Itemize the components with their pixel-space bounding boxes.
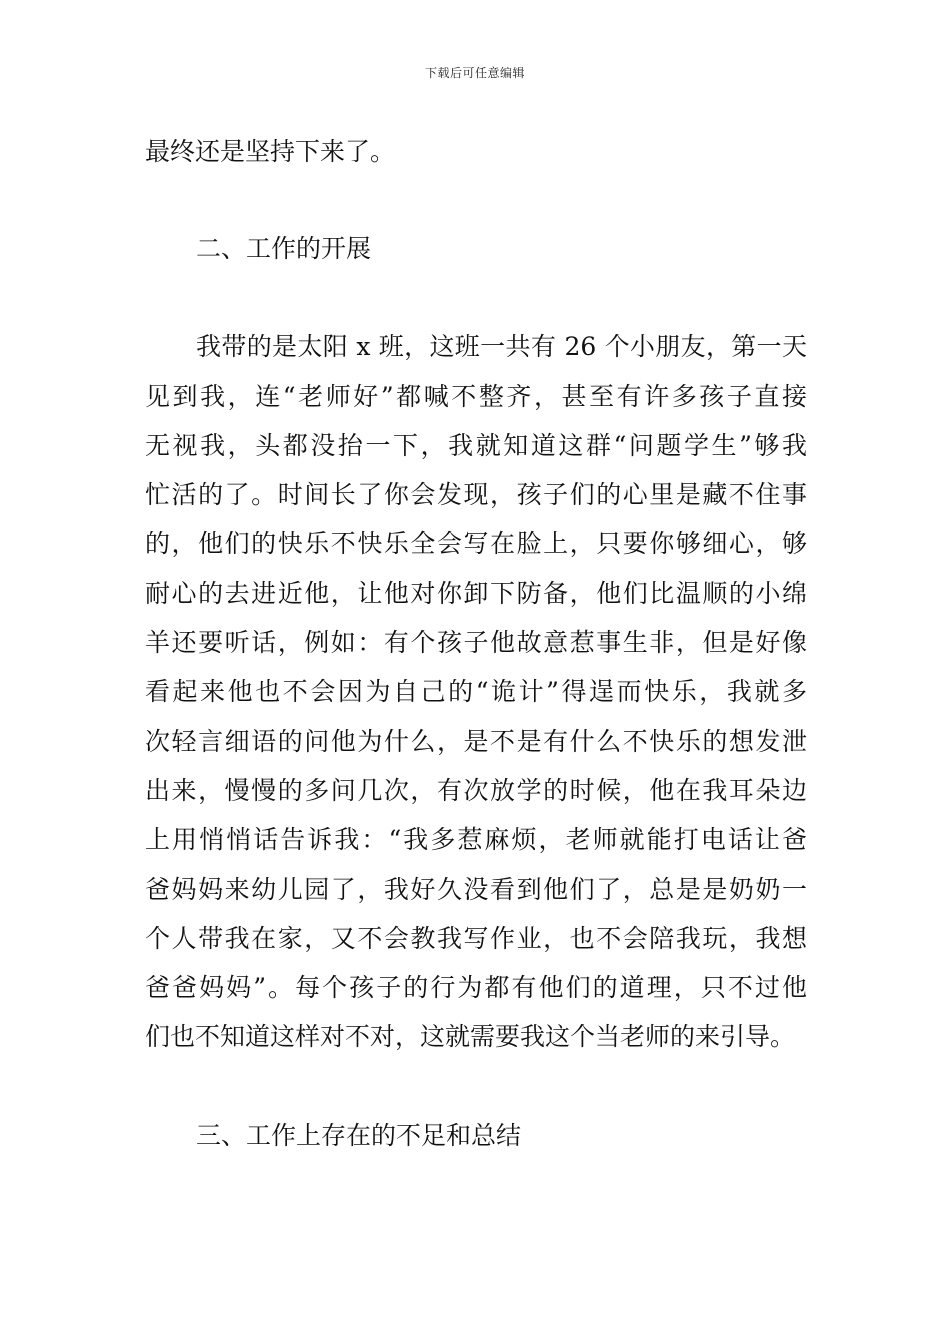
paragraph-line: 的，他们的快乐不快乐全会写在脸上，只要你够细心，够 <box>145 529 807 559</box>
document-body <box>145 127 807 1160</box>
paragraph-line: 羊还要听话，例如：有个孩子他故意惹事生非，但是好像 <box>145 628 807 658</box>
page-header-note: 下载后可任意编辑 <box>424 66 525 80</box>
paragraph-line: 无视我，头都没抬一下，我就知道这群“问题学生”够我 <box>145 430 807 460</box>
paragraph-line: 看起来他也不会因为自己的“诡计”得逞而快乐，我就多 <box>145 677 807 707</box>
paragraph-line: 爸爸妈妈”。每个孩子的行为都有他们的道理，只不过他 <box>145 973 807 1003</box>
paragraph-line: 最终还是坚持下来了。 <box>145 137 396 166</box>
paragraph-line: 忙活的了。时间长了你会发现，孩子们的心里是藏不住事 <box>145 480 807 510</box>
paragraph-line: 上用悄悄话告诉我：“我多惹麻烦，老师就能打电话让爸 <box>145 825 807 855</box>
spacer <box>145 273 807 322</box>
paragraph-line: 见到我，连“老师好”都喊不整齐，甚至有许多孩子直接 <box>145 381 807 411</box>
paragraph-line: 耐心的去进近他，让他对你卸下防备，他们比温顺的小绵 <box>145 578 807 608</box>
spacer <box>145 176 807 224</box>
paragraph-line: 我带的是太阳 x 班，这班一共有 26 个小朋友，第一天 <box>196 332 807 362</box>
paragraph-work-details <box>145 322 807 1061</box>
paragraph-line: 出来，慢慢的多问几次，有次放学的时候，他在我耳朵边 <box>145 775 807 805</box>
section-heading-3: 三、工作上存在的不足和总结 <box>196 1120 522 1150</box>
paragraph-line: 个人带我在家，又不会教我写作业，也不会陪我玩，我想 <box>145 923 807 953</box>
paragraph-line: 们也不知道这样对不对，这就需要我这个当老师的来引导。 <box>145 1022 796 1052</box>
paragraph-line: 爸妈妈来幼儿园了，我好久没看到他们了，总是是奶奶一 <box>145 874 807 904</box>
section-heading-2: 二、工作的开展 <box>196 234 372 264</box>
spacer <box>145 1062 807 1111</box>
paragraph-line: 次轻言细语的问他为什么，是不是有什么不快乐的想发泄 <box>145 726 807 756</box>
